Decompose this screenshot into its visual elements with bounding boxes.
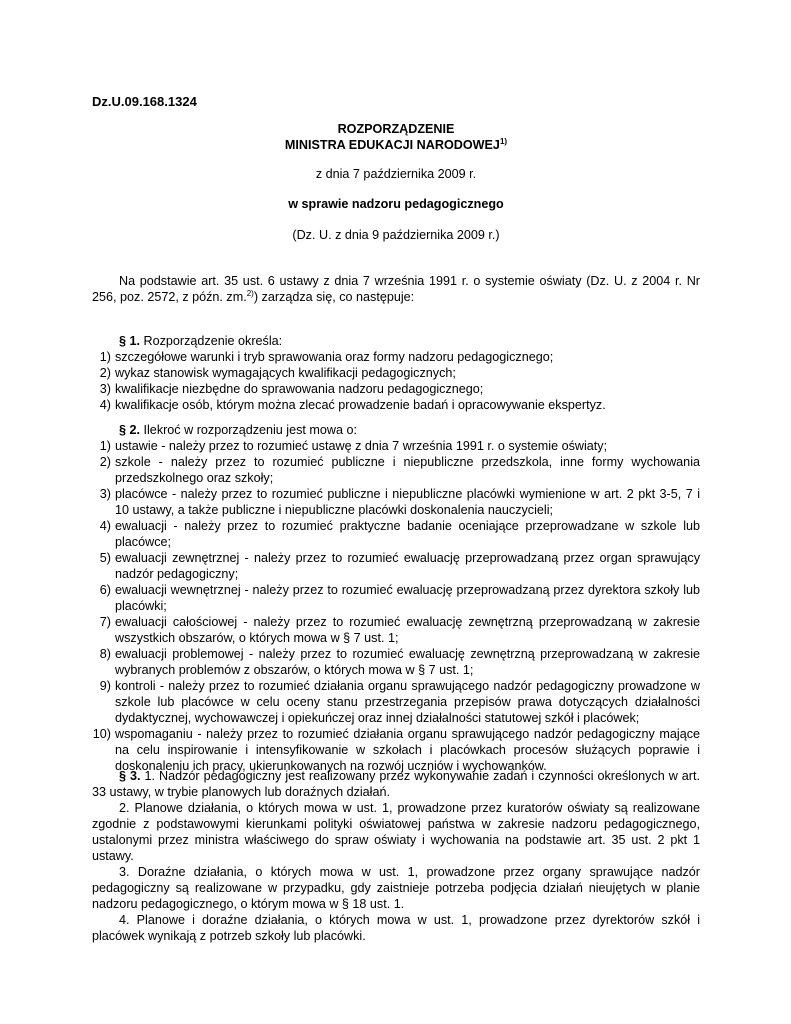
publication-info: (Dz. U. z dnia 9 października 2009 r.) bbox=[292, 228, 500, 242]
item-number: 1) bbox=[99, 350, 111, 364]
document-reference: Dz.U.09.168.1324 bbox=[92, 94, 197, 109]
list-item bbox=[92, 550, 700, 582]
section-2-intro-text: Ilekroć w rozporządzeniu jest mowa o: bbox=[140, 423, 357, 437]
item-text: kontroli - należy przez to rozumieć działania organu sprawującego nadzór pedagogiczny prowadzone w szkole lub placówce w celu oceny stanu przestrzegania przepisów prawa dotyczących działalności dydaktycznej, wychowawczej i opiekuńczej oraz innej działalności statutowej szkół i placówek; bbox=[115, 679, 700, 725]
document-subject: w sprawie nadzoru pedagogicznego bbox=[288, 197, 504, 211]
list-item bbox=[92, 646, 700, 678]
item-text: kwalifikacje osób, którym można zlecać prowadzenie badań i opracowywanie ekspertyz. bbox=[115, 398, 606, 412]
list-item bbox=[92, 349, 700, 365]
list-item bbox=[92, 614, 700, 646]
section-2-intro bbox=[92, 422, 700, 438]
item-text: ustawie - należy przez to rozumieć ustawę z dnia 7 września 1991 r. o systemie oświaty; bbox=[115, 439, 608, 453]
item-text: ewaluacji - należy przez to rozumieć praktyczne badanie oceniające przeprowadzane w szkole lub placówce; bbox=[115, 519, 700, 549]
document-date: z dnia 7 października 2009 r. bbox=[315, 167, 477, 181]
section-1-mark: § 1. bbox=[119, 334, 141, 348]
item-number: 10) bbox=[92, 727, 111, 741]
section-2-list bbox=[92, 438, 700, 774]
item-text: ewaluacji zewnętrznej - należy przez to rozumieć ewaluację przeprowadzaną przez organ sprawujący nadzór pedagogiczny; bbox=[115, 551, 700, 581]
item-text: placówce - należy przez to rozumieć publiczne i niepubliczne placówki wymienione w art. 2 pkt 3-5, 7 i 10 ustawy, a także publiczne i niepubliczne placówki doskonalenia nauczycieli; bbox=[115, 487, 700, 517]
item-number: 3) bbox=[99, 487, 111, 501]
section-3-para-4: 4. Planowe i doraźne działania, o których mowa w ust. 1, prowadzone przez dyrektorów szkół i placówek wynikają z potrzeb szkoły lub placówki. bbox=[92, 913, 700, 943]
list-item bbox=[92, 678, 700, 726]
section-1-list bbox=[92, 349, 700, 413]
section-1-intro bbox=[92, 333, 700, 349]
section-2 bbox=[92, 422, 700, 774]
item-number: 3) bbox=[99, 382, 111, 396]
list-item bbox=[92, 365, 700, 381]
item-number: 7) bbox=[99, 615, 111, 629]
section-2-mark: § 2. bbox=[119, 423, 141, 437]
list-item bbox=[92, 486, 700, 518]
section-1-intro-text: Rozporządzenie określa: bbox=[140, 334, 283, 348]
section-3-para-3: 3. Doraźne działania, o których mowa w ust. 1, prowadzone przez organy sprawujące nadzór pedagogiczny są realizowane w przypadku, gdy zaistnieje potrzeba podjęcia działań nieujętych w planie nadzoru pedagogicznego, o którym mowa w § 18 ust. 1. bbox=[92, 865, 700, 911]
item-text: kwalifikacje niezbędne do sprawowania nadzoru pedagogicznego; bbox=[115, 382, 484, 396]
item-text: ewaluacji całościowej - należy przez to rozumieć ewaluację zewnętrzną przeprowadzaną w zakresie wszystkich obszarów, o których mowa w § 7 ust. 1; bbox=[115, 615, 700, 645]
section-3-mark: § 3. bbox=[119, 769, 141, 783]
list-item bbox=[92, 582, 700, 614]
item-text: szczegółowe warunki i tryb sprawowania oraz formy nadzoru pedagogicznego; bbox=[115, 350, 554, 364]
item-number: 4) bbox=[99, 398, 111, 412]
section-3-para-1-text: 1. Nadzór pedagogiczny jest realizowany przez wykonywanie zadań i czynności określonych w art. 33 ustawy, w trybie planowych lub doraźnych działań. bbox=[92, 769, 700, 799]
list-item bbox=[92, 397, 700, 413]
item-number: 2) bbox=[99, 455, 111, 469]
preamble bbox=[92, 273, 700, 305]
item-number: 4) bbox=[99, 519, 111, 533]
item-text: wspomaganiu - należy przez to rozumieć działania organu sprawującego nadzór pedagogiczny mające na celu inspirowanie i intensyfikowanie w szkołach i placówkach procesów służących poprawie i doskonaleniu ich pracy, ukierunkowanych na rozwój uczniów i wychowanków. bbox=[115, 727, 700, 773]
item-text: wykaz stanowisk wymagających kwalifikacji pedagogicznych; bbox=[115, 366, 456, 380]
list-item bbox=[92, 726, 700, 774]
item-number: 5) bbox=[99, 551, 111, 565]
item-number: 9) bbox=[99, 679, 111, 693]
item-number: 8) bbox=[99, 647, 111, 661]
preamble-text-after: ) zarządza się, co następuje: bbox=[253, 290, 415, 304]
preamble-text-before: Na podstawie art. 35 ust. 6 ustawy z dnia 7 września 1991 r. o systemie oświaty (Dz. U. z 2004 r. Nr 256, poz. 2572, z późn. zm. bbox=[92, 274, 700, 304]
item-text: szkole - należy przez to rozumieć publiczne i niepubliczne przedszkola, inne formy wychowania przedszkolnego oraz szkoły; bbox=[115, 455, 700, 485]
title-line-2 bbox=[92, 138, 700, 152]
list-item bbox=[92, 518, 700, 550]
list-item bbox=[92, 454, 700, 486]
list-item bbox=[92, 438, 700, 454]
section-3 bbox=[92, 768, 700, 944]
item-text: ewaluacji problemowej - należy przez to rozumieć ewaluację zewnętrzną przeprowadzaną w zakresie wybranych problemów z obszarów, o których mowa w § 7 ust. 1; bbox=[115, 647, 700, 677]
item-text: ewaluacji wewnętrznej - należy przez to rozumieć ewaluację przeprowadzaną przez dyrektora szkoły lub placówki; bbox=[115, 583, 700, 613]
section-3-para-1 bbox=[92, 768, 700, 800]
item-number: 2) bbox=[99, 366, 111, 380]
item-number: 1) bbox=[99, 439, 111, 453]
section-3-para-2: 2. Planowe działania, o których mowa w ust. 1, prowadzone przez kuratorów oświaty są realizowane zgodnie z podstawowymi kierunkami polityki oświatowej państwa w zakresie nadzoru pedagogicznego, ustalonymi przez ministra właściwego do spraw oświaty i wychowania na podstawie art. 35 ust. 2 pkt 1 ustawy. bbox=[92, 801, 700, 863]
section-1 bbox=[92, 333, 700, 413]
footnote-1-marker: 1) bbox=[499, 136, 508, 146]
title-line-2-text: MINISTRA EDUKACJI NARODOWEJ bbox=[284, 138, 500, 152]
list-item bbox=[92, 381, 700, 397]
item-number: 6) bbox=[99, 583, 111, 597]
title-line-1: ROZPORZĄDZENIE bbox=[337, 122, 455, 136]
footnote-2-marker: 2) bbox=[246, 288, 254, 298]
